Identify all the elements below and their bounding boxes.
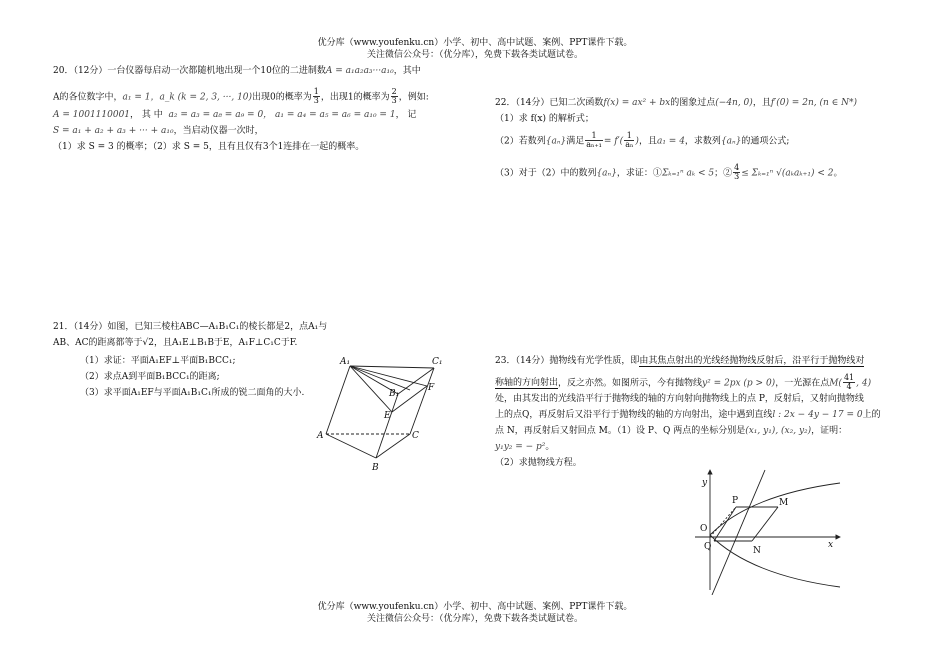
- label-m: M: [779, 498, 789, 508]
- header-line-2: 关注微信公众号：（优分库），免费下载各类试题试卷。: [366, 50, 583, 60]
- edge-a-b: [326, 434, 376, 458]
- q22-line-3: （2）若数列{aₙ}满足 $\frac{1}{\text{aₙ₊₁}}$ = f′( $\frac{1}{\text{aₙ}}$ )，且a₁ = 4，求数列{aₙ}的通项公式;: [495, 131, 790, 150]
- q23-line-6: y₁y₂ = − p²。: [495, 442, 555, 452]
- q22-line-1: 22．（14分）已知二次函数f(x) = ax² + bx的图象过点(−4n, 0)，且f′(0) = 2n, (n ∈ N*): [495, 98, 858, 108]
- label-n: N: [753, 546, 761, 556]
- parabola-figure: [690, 465, 850, 595]
- edge-b-c: [376, 434, 410, 458]
- q22-fraction-3: $\frac{4}{3}$: [734, 163, 740, 182]
- header-line-1: 优分库（www.youfenku.cn）小学、初中、高中试题、案例、PPT课件下载。: [317, 38, 633, 48]
- prism-figure: [310, 350, 460, 475]
- q23-line-1: 23．（14分）抛物线有光学性质，即由其焦点射出的光线经抛物线反射后，沿平行于抛物线对: [495, 356, 865, 366]
- ray-p-q: [714, 507, 736, 541]
- q20-line-3: A = 1001110001， 其 中 a₂ = a₃ = a₈ = a₉ = 0， a₁ = a₄ = a₅ = a₆ = a₁₀ = 1， 记: [53, 110, 417, 120]
- segment-a1-inner: [350, 366, 410, 390]
- q22-fraction-2: $\frac{1}{\text{aₙ}}$: [625, 131, 634, 150]
- label-q: Q: [704, 542, 712, 552]
- q20-line-1: 20．（12分）一台仪器每启动一次都随机地出现一个10位的二进制数A = a₁a₂a₃···a₁₀，其中: [53, 66, 421, 76]
- label-b1: B₁: [389, 389, 400, 399]
- edge-a1-a: [326, 366, 350, 434]
- label-e: E: [384, 411, 391, 421]
- label-f: F: [428, 383, 435, 393]
- q22-line-4: （3）对于（2）中的数列{aₙ}，求证：①Σₖ₌₁ⁿ aₖ < 5；② $\frac{4}{3}$ ≤ Σₖ₌₁ⁿ √(aₖaₖ₊₁) < 2。: [495, 163, 843, 182]
- q20-fraction-1: $\frac{1}{3}$: [313, 87, 319, 106]
- q23-line-7: （2）求抛物线方程。: [495, 458, 582, 468]
- q21-sub-1: （1）求证：平面A₁EF⊥平面B₁BCC₁;: [80, 356, 236, 366]
- parabola-curve: [710, 483, 840, 587]
- q21-line-2: AB、AC的距离都等于√2，且A₁E⊥B₁B于E，A₁F⊥C₁C于F.: [53, 338, 298, 348]
- edge-b1-b: [376, 394, 398, 458]
- label-p: P: [732, 496, 739, 506]
- q22-fraction-1: $\frac{1}{\text{aₙ₊₁}}$: [586, 131, 602, 150]
- segment-a1-e: [350, 366, 392, 412]
- label-b: B: [372, 463, 379, 473]
- q20-fraction-2: $\frac{2}{3}$: [391, 87, 397, 106]
- edge-a1-c1: [350, 366, 434, 368]
- footer-line-2: 关注微信公众号：（优分库），免费下载各类试题试卷。: [366, 614, 583, 624]
- q20-line-2: A的各位数字中，a₁ = 1，a_k (k = 2, 3, ···, 10)出现0的概率为 $\frac{1}{3}$ ，出现1的概率为 $\frac{2}{3}$ ，例如:: [53, 87, 429, 106]
- label-origin: O: [700, 524, 708, 534]
- q22-line-2: （1）求 f(x) 的解析式；: [495, 114, 594, 124]
- q21-line-1: 21．（14分）如图，已知三棱柱ABC—A₁B₁C₁的棱长都是2，点A₁与: [53, 322, 328, 332]
- footer-line-1: 优分库（www.youfenku.cn）小学、初中、高中试题、案例、PPT课件下载。: [317, 602, 633, 612]
- q23-line-2: 称轴的方向射出，反之亦然。如图所示，今有抛物线y² = 2px (p > 0)，一光源在点M( $\frac{41}{4}$ , 4): [495, 373, 872, 392]
- ray-n-m: [752, 507, 778, 541]
- q23-line-5: 点 N，再反射后又射回点 M。（1）设 P、Q 两点的坐标分别是(x₁, y₁), (x₂, y₂)，证明：: [495, 426, 848, 436]
- edge-c1-c: [410, 368, 434, 434]
- q20-line-5: （1）求 S = 3 的概率；（2）求 S = 5，且有且仅有3个1连排在一起的概率。: [53, 142, 365, 152]
- q20-line-4: S = a₁ + a₂ + a₃ + ··· + a₁₀，当启动仪器一次时，: [53, 126, 264, 136]
- label-y-axis: y: [702, 478, 708, 488]
- q21-sub-2: （2）求点A到平面B₁BCC₁的距离;: [80, 372, 220, 382]
- q23-line-4: 上的点Q，再反射后又沿平行于抛物线的轴的方向射出，途中遇到直线l : 2x − 4y − 17 = 0上的: [495, 410, 881, 420]
- segment-a1-f: [350, 366, 427, 386]
- label-c1: C₁: [432, 357, 443, 367]
- q23-line-3: 处，由其发出的光线沿平行于抛物线的轴的方向射向抛物线上的点 P，反射后，又射向抛物线: [495, 394, 864, 404]
- label-a: A: [317, 431, 324, 441]
- q21-sub-3: （3）求平面A₁EF与平面A₁B₁C₁所成的锐二面角的大小.: [80, 388, 305, 398]
- label-a1: A₁: [340, 357, 351, 367]
- segment-o-p: [710, 507, 736, 537]
- q23-fraction-1: $\frac{41}{4}$: [843, 373, 855, 392]
- label-c: C: [412, 431, 419, 441]
- label-x-axis: x: [828, 540, 834, 550]
